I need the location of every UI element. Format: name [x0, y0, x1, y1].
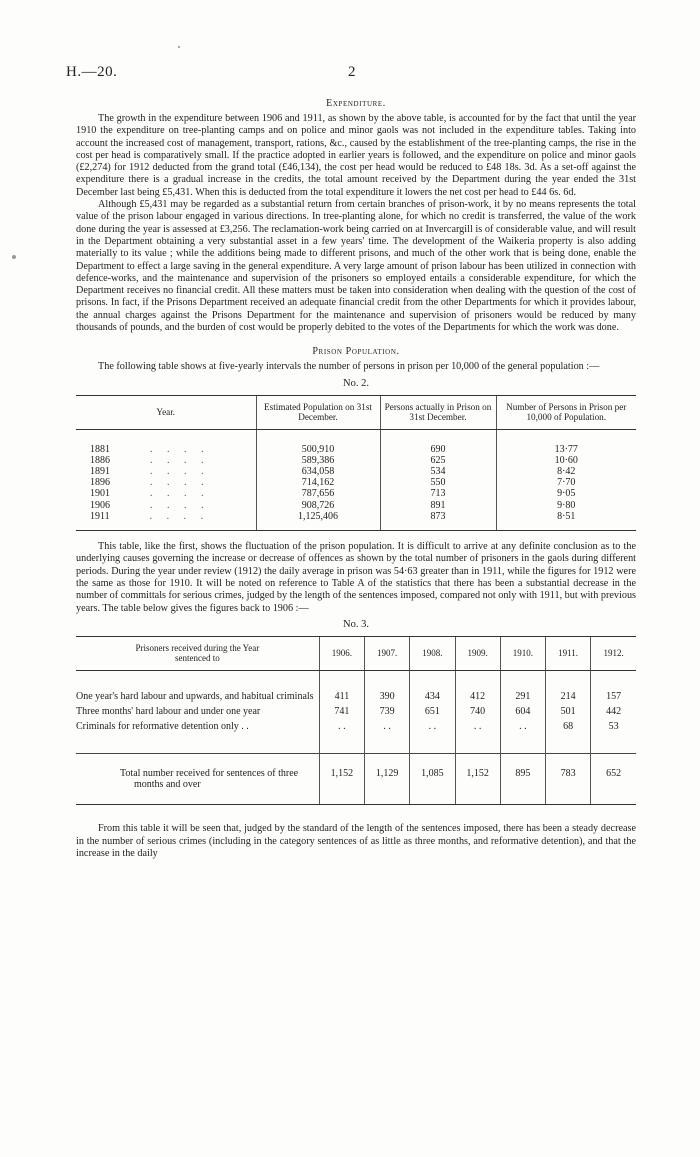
value-cell: . . [365, 719, 410, 734]
population-intro: The following table shows at five-yearly intervals the number of persons in prison per 10,000 of the general population :— [98, 361, 600, 373]
page-header [66, 64, 636, 86]
in-prison-cell: 534 [380, 466, 496, 477]
value-cell: 739 [365, 704, 410, 719]
leader-dots: . . . . [150, 488, 210, 500]
year-value: 1911 [90, 510, 110, 522]
table-row [76, 444, 636, 455]
page-number: 2 [348, 64, 356, 80]
population-cell: 908,726 [256, 500, 380, 511]
expenditure-paragraph-2: Although £5,431 may be regarded as a substantial return from certain branches of prison-work, it by no means represents the total value of the prison labour engaged in various directions. In tree-planting alone, for which no credit is transferred, the value of the work done during the year is assessed at £3,256. The reclamation-work being carried on at Invercargill is of considerable value, and will result in the Department obtaining a very substantial asset in a few years' time. The development of the Waikeria property is also adding materially to its value ; while the additions being made to different prisons, and much of the other work that is being done, enable the Department to effect a large saving in the general expenditure. A very large amount of prison labour has been utilized in connection with defence-works, and the maintenance and supervision of the prisoners so employed entails a considerable expenditure, for which the Department receives no financial credit. All these matters must be taken into consideration when dealing with the question of the cost of prisons. In fact, if the Prisons Department received an adequate financial credit from the other Departments for which it provides labour, the annual charges against the Prisons Department for the maintenance and supervision of prisoners would be reduced by many thousands of pounds, and the burden of cost would be properly debited to the votes of the Departments for which the work was done. [76, 199, 636, 334]
row-label-text: One year's hard labour and upwards, and habitual criminals [76, 690, 314, 702]
year-value: 1891 [90, 466, 110, 478]
table-row [76, 488, 636, 499]
per-10000-cell: 9·80 [496, 500, 636, 511]
value-cell: . . [319, 719, 364, 734]
in-prison-cell: 550 [380, 477, 496, 488]
value-cell: 652 [591, 753, 636, 805]
per-10000-cell: 8·42 [496, 466, 636, 477]
expenditure-heading: Expenditure. [326, 98, 386, 109]
margin-mark [178, 46, 180, 48]
leader-dots: . . . . [150, 454, 210, 466]
table-row [76, 466, 636, 477]
per-10000-cell: 13·77 [496, 444, 636, 455]
value-cell: 741 [319, 704, 364, 719]
value-cell: 740 [455, 704, 500, 719]
value-cell: 1,129 [365, 753, 410, 805]
population-table [76, 395, 636, 531]
committals-table [76, 636, 636, 805]
value-cell: 651 [410, 704, 455, 719]
expenditure-paragraph-1: The growth in the expenditure between 1906 and 1911, as shown by the above table, is accounted for by the fact that until the year 1910 the expenditure on tree-planting camps and on police and minor gaols was not included in the expenditure tables. Taking into account the increased cost of management, transport, rations, &c., caused by the establishment of the tree-planting camps, the rise in the cost per head is comparatively small. If the practice adopted in earlier years is followed, and the expenditure on police and minor gaols (£2,274) for 1912 deducted from the grand total (£46,134), the cost per head would be reduced to £48 18s. 3d. As a set-off against the expenditure there is a gradual increase in the credits, the total amount received by the Department during the year ended the 31st December last being £5,431. When this is deducted from the total expenditure it lowers the net cost per head to £44 6s. 6d. [76, 113, 636, 198]
leader-dots: . . . . [149, 510, 210, 522]
in-prison-cell: 625 [380, 455, 496, 466]
year-cell [76, 488, 256, 499]
population-discussion: This table, like the first, shows the fluctuation of the prison population. It is difficult to arrive at any definite conclusion as to the underlying causes governing the increase or decrease of offences as shown by the total number of prisoners in the gaols during different periods. During the year under review (1912) the daily average in prison was 54·63 greater than in 1911, while the figures for 1912 were the same as those for 1910. It will be noted on reference to Table A of the statistics that there has been a substantial decrease in the number of committals for serious crimes, judged by the length of the sentences imposed, compared not only with 1911, but with previous years. The table below gives the figures back to 1906 :— [76, 541, 636, 614]
value-cell: 434 [410, 689, 455, 704]
col-header-per-10000: Number of Persons in Prison per 10,000 of Population. [496, 395, 636, 429]
col-header-year: 1907. [365, 636, 410, 670]
binding-hole [12, 255, 16, 259]
value-cell: 1,085 [410, 753, 455, 805]
year-cell [76, 466, 256, 477]
table-row [76, 719, 636, 734]
value-cell: . . [410, 719, 455, 734]
row-label-text: Total number received for sentences of three months and over [120, 767, 299, 791]
value-cell: 291 [500, 689, 545, 704]
document-reference: H.—20. [66, 64, 118, 80]
per-10000-cell: 7·70 [496, 477, 636, 488]
year-cell [76, 500, 256, 511]
table-header-row [76, 395, 636, 429]
leader-dots: . . . . [150, 466, 210, 478]
col-header-year: 1909. [455, 636, 500, 670]
value-cell: 604 [500, 704, 545, 719]
value-cell: 53 [591, 719, 636, 734]
leader-dots: . . . . [150, 477, 210, 489]
year-cell [76, 444, 256, 455]
value-cell: 412 [455, 689, 500, 704]
population-cell: 500,910 [256, 444, 380, 455]
value-cell: . . [500, 719, 545, 734]
page-content [66, 64, 636, 860]
value-cell: 390 [365, 689, 410, 704]
in-prison-cell: 690 [380, 444, 496, 455]
col-header-sentence: Prisoners received during the Year sentenced to [76, 636, 319, 670]
col-header-year: 1910. [500, 636, 545, 670]
table-header-row [76, 636, 636, 670]
total-row [76, 753, 636, 805]
value-cell: . . [455, 719, 500, 734]
year-value: 1906 [90, 499, 110, 511]
col-header-in-prison: Persons actually in Prison on 31st December. [380, 395, 496, 429]
value-cell: 783 [545, 753, 590, 805]
value-cell: 501 [545, 704, 590, 719]
row-label-text: Criminals for reformative detention only . . [76, 721, 249, 733]
in-prison-cell: 873 [380, 511, 496, 522]
year-value: 1886 [90, 454, 110, 466]
col-header-year: 1911. [545, 636, 590, 670]
col-header-year: 1912. [591, 636, 636, 670]
table-row [76, 511, 636, 522]
col-header-year: Year. [76, 395, 256, 429]
table-3-number: No. 3. [343, 618, 369, 630]
year-cell [76, 477, 256, 488]
leader-dots: . . . . [150, 499, 210, 511]
year-cell [76, 455, 256, 466]
population-heading: Prison Population. [312, 346, 400, 358]
closing-paragraph: From this table it will be seen that, judged by the standard of the length of the sentences imposed, there has been a steady decrease in the number of serious crimes (including in the category sentences of as little as three months, and reformative detention), and that the increase in the daily [76, 823, 636, 859]
value-cell: 68 [545, 719, 590, 734]
population-cell: 1,125,406 [256, 511, 380, 522]
per-10000-cell: 10·60 [496, 455, 636, 466]
table-2-number: No. 2. [343, 377, 369, 389]
per-10000-cell: 8·51 [496, 511, 636, 522]
row-label-text: Three months' hard labour and under one year [76, 706, 261, 718]
population-cell: 787,656 [256, 488, 380, 499]
row-label [76, 753, 319, 805]
per-10000-cell: 9·05 [496, 488, 636, 499]
value-cell: 442 [591, 704, 636, 719]
table-row [76, 689, 636, 704]
population-cell: 714,162 [256, 477, 380, 488]
population-cell: 634,058 [256, 466, 380, 477]
table-row [76, 477, 636, 488]
population-cell: 589,386 [256, 455, 380, 466]
value-cell: 157 [591, 689, 636, 704]
value-cell: 411 [319, 689, 364, 704]
row-label [76, 704, 319, 719]
col-header-year: 1908. [410, 636, 455, 670]
col-header-population: Estimated Population on 31st December. [256, 395, 380, 429]
table-row [76, 500, 636, 511]
value-cell: 1,152 [455, 753, 500, 805]
col-header-year: 1906. [319, 636, 364, 670]
year-value: 1901 [90, 488, 110, 500]
in-prison-cell: 891 [380, 500, 496, 511]
year-value: 1896 [90, 477, 110, 489]
value-cell: 214 [545, 689, 590, 704]
row-label [76, 689, 319, 704]
row-label [76, 719, 319, 734]
leader-dots: . . . . [150, 443, 210, 455]
value-cell: 895 [500, 753, 545, 805]
table-row [76, 704, 636, 719]
table-row [76, 455, 636, 466]
year-cell [76, 511, 256, 522]
value-cell: 1,152 [319, 753, 364, 805]
in-prison-cell: 713 [380, 488, 496, 499]
year-value: 1881 [90, 443, 110, 455]
